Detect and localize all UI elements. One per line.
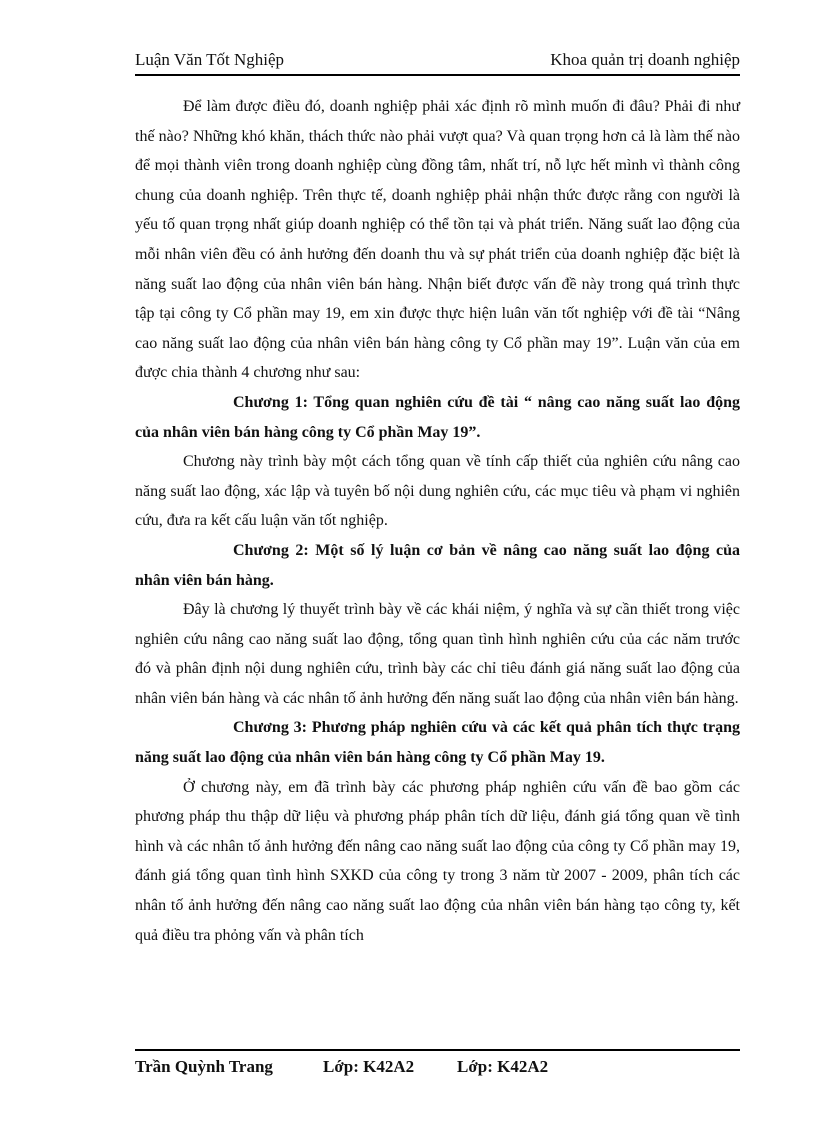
- document-body: [135, 92, 740, 950]
- chapter-1-title: Chương 1: Tổng quan nghiên cứu đề tài “ nâng cao năng suất lao động của nhân viên bán hàng công ty Cổ phần May 19”.: [135, 393, 740, 441]
- chapter-2-description: Đây là chương lý thuyết trình bày về các khái niệm, ý nghĩa và sự cần thiết trong việc nghiên cứu nâng cao năng suất lao động, tổng quan tình hình nghiên cứu của các năm trước đó và phân định nội dung nghiên cứu, trình bày các chỉ tiêu đánh giá năng suất lao động của nhân viên bán hàng và các nhân tố ảnh hưởng đến năng suất lao động của nhân viên bán hàng.: [135, 601, 740, 707]
- chapter-2-title: Chương 2: Một số lý luận cơ bản về nâng cao năng suất lao động của nhân viên bán hàng.: [135, 541, 740, 589]
- chapter-3-title: Chương 3: Phương pháp nghiên cứu và các kết quả phân tích thực trạng năng suất lao động của nhân viên bán hàng công ty Cổ phần May 19.: [135, 719, 740, 767]
- chapter-1-description: Chương này trình bày một cách tổng quan về tính cấp thiết của nghiên cứu nâng cao năng suất lao động, xác lập và tuyên bố nội dung nghiên cứu, các mục tiêu và phạm vi nghiên cứu, đưa ra kết cấu luận văn tốt nghiệp.: [135, 453, 740, 530]
- page-header: [135, 48, 740, 76]
- footer-class-label-2: Lớp: K42A2: [457, 1057, 549, 1076]
- header-thesis-label: Luận Văn Tốt Nghiệp: [135, 50, 285, 69]
- footer-author-name: Trần Quỳnh Trang: [135, 1057, 273, 1076]
- page-footer: [135, 1049, 740, 1076]
- chapter-3-description: Ở chương này, em đã trình bày các phương pháp nghiên cứu vấn đề bao gồm các phương pháp thu thập dữ liệu và phương pháp phân tích dữ liệu, đánh giá tổng quan về tình hình và các nhân tố ảnh hưởng đến nâng cao năng suất lao động của công ty Cổ phần may 19, đánh giá tổng quan tình hình SXKD của công ty trong 3 năm từ 2007 - 2009, phân tích các nhân tố ảnh hưởng đến nâng cao năng suất lao động của nhân viên bán hàng tạo công ty, kết quả điều tra phỏng vấn và phân tích: [135, 778, 740, 944]
- footer-class-label: Lớp: K42A2: [323, 1057, 415, 1076]
- header-faculty-label: Khoa quản trị doanh nghiệp: [550, 50, 740, 69]
- intro-paragraph: Để làm được điều đó, doanh nghiệp phải xác định rõ mình muốn đi đâu? Phải đi như thế nào? Những khó khăn, thách thức nào phải vượt qua? Và quan trọng hơn cả là làm thế nào để mọi thành viên trong doanh nghiệp cùng đồng tâm, nhất trí, nỗ lực hết mình vì thành công chung của doanh nghiệp. Trên thực tế, doanh nghiệp phải nhận thức được rằng con người là yếu tố quan trọng nhất giúp doanh nghiệp có thể tồn tại và phát triển. Năng suất lao động của mỗi nhân viên đều có ảnh hưởng đến doanh thu và sự phát triển của doanh nghiệp đặc biệt là năng suất lao động của nhân viên bán hàng. Nhận biết được vấn đề này trong quá trình thực tập tại công ty Cổ phần may 19, em xin được thực hiện luân văn tốt nghiệp với đề tài “Nâng cao năng suất lao động của nhân viên bán hàng công ty Cổ phần may 19”. Luận văn của em được chia thành 4 chương như sau:: [135, 98, 740, 382]
